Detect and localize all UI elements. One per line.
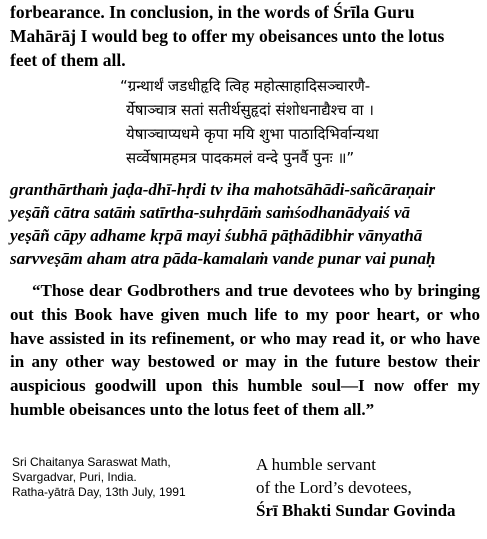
signature-line-2: of the Lord’s devotees, [256, 478, 412, 497]
transliteration-line-3: yeṣāñ cāpy adhame kṛpā mayi śubhā pāṭhādibhir vānyathā [10, 226, 423, 245]
transliteration-line-4: sarvveṣām aham atra pāda-kamalaṁ vande punar vai punaḥ [10, 249, 436, 268]
translation-paragraph: “Those dear Godbrothers and true devotees who by bringing out this Book have given much life to my poor heart, or who have assisted in its refinement, or who may read it, or who have in any other way bestowed or may in the future bestow their auspicious goodwill upon this humble soul—I now offer my humble obeisances unto the lotus feet of them all.” [10, 281, 480, 419]
place-line-1: Sri Chaitanya Saraswat Math, [12, 455, 171, 469]
sanskrit-line-1: “ग्रन्थार्थं जडधीहृदि त्विह महोत्साहादिसञ्चारणै- [120, 77, 371, 95]
intro-line-1: forbearance. In conclusion, in the words of Śrīla Guru [10, 2, 415, 22]
intro-line-2: Mahārāj I would beg to offer my obeisances unto the lotus [10, 26, 445, 46]
transliteration-line-2: yeṣāñ cātra satāṁ satīrtha-suhṛdāṁ saṁśodhanādyaiś vā [10, 203, 411, 222]
signature-block [256, 453, 486, 522]
sanskrit-line-3: येषाञ्चाप्यधमे कृपा मयि शुभा पाठादिभिर्वान्यथा [126, 125, 379, 143]
date-line: Ratha-yātrā Day, 13th July, 1991 [12, 485, 186, 499]
place-date-block [12, 455, 242, 500]
signature-line-1: A humble servant [256, 455, 376, 474]
intro-paragraph [10, 0, 480, 72]
transliteration-verse [10, 178, 480, 270]
sanskrit-line-2: र्येषाञ्चात्र सतां सतीर्थसुहृदां संशोधनाद्यैश्च वा । [126, 101, 374, 119]
intro-line-3: feet of them all. [10, 50, 126, 70]
place-line-2: Svargadvar, Puri, India. [12, 470, 137, 484]
signature-name: Śrī Bhakti Sundar Govinda [256, 501, 456, 520]
sanskrit-line-4: सर्व्वेषामहमत्र पादकमलं वन्दे पुनर्वै पुनः ॥” [126, 149, 355, 167]
sanskrit-verse [120, 74, 480, 170]
transliteration-line-1: granthārthaṁ jaḍa-dhī-hṛdi tv iha mahotsāhādi-sañcāraṇair [10, 180, 436, 199]
